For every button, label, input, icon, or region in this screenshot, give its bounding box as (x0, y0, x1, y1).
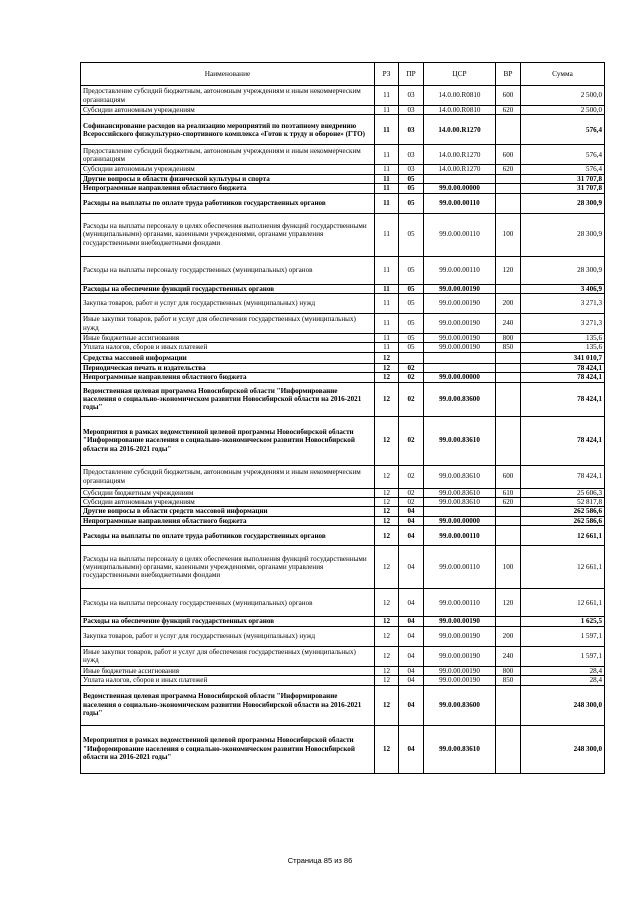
cell-pr: 04 (399, 617, 424, 626)
cell-csr: 14.0.00.R0810 (424, 86, 496, 106)
cell-vr (496, 617, 521, 626)
table-row (81, 314, 605, 334)
cell-name: Предоставление субсидий бюджетным, автономным учреждениям и иным некоммерческим организациям (81, 86, 375, 106)
header-name: Наименование (81, 63, 375, 86)
cell-vr: 800 (496, 334, 521, 343)
cell-pr: 04 (399, 546, 424, 589)
cell-vr: 240 (496, 646, 521, 666)
cell-rz: 11 (375, 256, 399, 284)
cell-name: Расходы на выплаты по оплате труда работников государственных органов (81, 526, 375, 546)
cell-vr: 620 (496, 498, 521, 507)
cell-rz: 12 (375, 589, 399, 617)
cell-rz: 11 (375, 174, 399, 183)
cell-name: Мероприятия в рамках ведомственной целевой программы Новосибирской области "Информирование населения о социально-экономическом развитии Новосибирской области на 2016-2021 годы" (81, 725, 375, 773)
cell-vr (496, 507, 521, 516)
cell-pr: 02 (399, 416, 424, 465)
cell-sum: 31 707,8 (521, 174, 605, 183)
cell-name: Непрограммные направления областного бюджета (81, 184, 375, 193)
cell-name: Другие вопросы в области средств массовой информации (81, 507, 375, 516)
table-row (81, 363, 605, 372)
cell-rz: 12 (375, 626, 399, 646)
cell-csr: 99.0.00.00110 (424, 193, 496, 213)
table-row (81, 617, 605, 626)
cell-pr: 02 (399, 373, 424, 382)
cell-pr: 05 (399, 174, 424, 183)
cell-rz: 12 (375, 546, 399, 589)
cell-sum: 3 271,3 (521, 314, 605, 334)
cell-vr: 620 (496, 106, 521, 115)
cell-csr: 99.0.00.00190 (424, 646, 496, 666)
cell-sum: 28 300,9 (521, 213, 605, 256)
cell-name: Расходы на обеспечение функций государственных органов (81, 617, 375, 626)
cell-name: Закупка товаров, работ и услуг для государственных (муниципальных) нужд (81, 294, 375, 314)
cell-pr: 04 (399, 685, 424, 725)
cell-pr: 04 (399, 626, 424, 646)
cell-name: Другие вопросы в области физической культуры и спорта (81, 174, 375, 183)
cell-sum: 248 300,0 (521, 685, 605, 725)
header-sum: Сумма (521, 63, 605, 86)
cell-pr: 03 (399, 115, 424, 145)
cell-sum: 1 597,1 (521, 646, 605, 666)
cell-vr (496, 416, 521, 465)
table-row (81, 213, 605, 256)
table-row (81, 666, 605, 675)
cell-csr: 99.0.00.00000 (424, 184, 496, 193)
cell-vr: 600 (496, 145, 521, 165)
cell-csr: 14.0.00.R1270 (424, 145, 496, 165)
cell-sum: 12 661,1 (521, 526, 605, 546)
cell-rz: 11 (375, 314, 399, 334)
cell-pr: 05 (399, 314, 424, 334)
cell-pr: 05 (399, 213, 424, 256)
cell-name: Ведомственная целевая программа Новосибирской области "Информирование населения о социально-экономическом развитии Новосибирской области на 2016-2021 годы" (81, 685, 375, 725)
cell-sum: 12 661,1 (521, 546, 605, 589)
cell-rz: 11 (375, 165, 399, 174)
cell-rz: 12 (375, 666, 399, 675)
cell-rz: 12 (375, 363, 399, 372)
cell-rz: 11 (375, 106, 399, 115)
cell-sum: 135,6 (521, 334, 605, 343)
budget-table (80, 62, 605, 774)
cell-rz: 12 (375, 382, 399, 416)
cell-vr: 200 (496, 626, 521, 646)
table-row (81, 589, 605, 617)
cell-rz: 11 (375, 86, 399, 106)
table-row (81, 416, 605, 465)
cell-csr: 99.0.00.00110 (424, 546, 496, 589)
cell-name: Уплата налогов, сборов и иных платежей (81, 676, 375, 685)
cell-pr: 05 (399, 334, 424, 343)
table-row (81, 725, 605, 773)
table-row (81, 106, 605, 115)
header-pr: ПР (399, 63, 424, 86)
cell-name: Уплата налогов, сборов и иных платежей (81, 343, 375, 352)
table-body (81, 86, 605, 774)
table-row (81, 516, 605, 525)
cell-csr: 99.0.00.00000 (424, 373, 496, 382)
cell-pr: 04 (399, 516, 424, 525)
cell-csr: 99.0.00.00110 (424, 213, 496, 256)
table-row (81, 465, 605, 488)
cell-csr (424, 352, 496, 363)
cell-csr: 99.0.00.00190 (424, 294, 496, 314)
cell-vr: 850 (496, 676, 521, 685)
table-row (81, 174, 605, 183)
cell-pr: 04 (399, 646, 424, 666)
cell-csr: 99.0.00.00190 (424, 666, 496, 675)
table-row (81, 488, 605, 497)
cell-vr: 600 (496, 465, 521, 488)
table-row (81, 498, 605, 507)
cell-csr: 14.0.00.R1270 (424, 115, 496, 145)
cell-name: Субсидии автономным учреждениям (81, 106, 375, 115)
cell-name: Средства массовой информации (81, 352, 375, 363)
cell-name: Расходы на выплаты персоналу государственных (муниципальных) органов (81, 256, 375, 284)
cell-rz: 12 (375, 676, 399, 685)
cell-name: Предоставление субсидий бюджетным, автономным учреждениям и иным некоммерческим организациям (81, 145, 375, 165)
cell-pr: 04 (399, 676, 424, 685)
cell-rz: 12 (375, 488, 399, 497)
cell-sum: 31 707,8 (521, 184, 605, 193)
cell-csr (424, 363, 496, 372)
cell-pr: 04 (399, 589, 424, 617)
cell-name: Иные бюджетные ассигнования (81, 334, 375, 343)
cell-name: Мероприятия в рамках ведомственной целевой программы Новосибирской области "Информирование населения о социально-экономическом развитии Новосибирской области на 2016-2021 годы" (81, 416, 375, 465)
cell-vr: 620 (496, 165, 521, 174)
cell-sum: 78 424,1 (521, 465, 605, 488)
cell-name: Непрограммные направления областного бюджета (81, 516, 375, 525)
cell-rz: 11 (375, 334, 399, 343)
cell-csr: 99.0.00.83610 (424, 465, 496, 488)
cell-csr: 99.0.00.00190 (424, 676, 496, 685)
cell-csr: 99.0.00.83600 (424, 685, 496, 725)
cell-vr: 120 (496, 256, 521, 284)
cell-csr: 99.0.00.00110 (424, 589, 496, 617)
cell-rz: 11 (375, 193, 399, 213)
cell-name: Софинансирование расходов на реализацию мероприятий по поэтапному внедрению Всероссийского физкультурно-спортивного комплекса «Готов к труду и обороне» (ГТО) (81, 115, 375, 145)
cell-sum: 1 625,5 (521, 617, 605, 626)
cell-vr: 800 (496, 666, 521, 675)
cell-sum: 576,4 (521, 115, 605, 145)
cell-vr: 200 (496, 294, 521, 314)
cell-csr: 99.0.00.00110 (424, 526, 496, 546)
cell-pr: 04 (399, 526, 424, 546)
cell-csr: 99.0.00.00190 (424, 617, 496, 626)
cell-pr: 02 (399, 363, 424, 372)
cell-csr: 99.0.00.83600 (424, 382, 496, 416)
cell-pr: 05 (399, 284, 424, 293)
cell-name: Расходы на выплаты по оплате труда работников государственных органов (81, 193, 375, 213)
cell-rz: 11 (375, 294, 399, 314)
cell-pr: 04 (399, 507, 424, 516)
cell-pr: 04 (399, 725, 424, 773)
cell-pr: 02 (399, 498, 424, 507)
cell-rz: 12 (375, 498, 399, 507)
cell-vr: 100 (496, 213, 521, 256)
header-rz: РЗ (375, 63, 399, 86)
cell-name: Расходы на обеспечение функций государственных органов (81, 284, 375, 293)
cell-vr (496, 284, 521, 293)
cell-vr (496, 685, 521, 725)
table-row (81, 343, 605, 352)
cell-rz: 11 (375, 343, 399, 352)
cell-rz: 12 (375, 526, 399, 546)
cell-vr (496, 516, 521, 525)
table-row (81, 507, 605, 516)
cell-name: Иные закупки товаров, работ и услуг для обеспечения государственных (муниципальных) нужд (81, 646, 375, 666)
cell-sum: 78 424,1 (521, 382, 605, 416)
table-row (81, 165, 605, 174)
cell-name: Периодическая печать и издательства (81, 363, 375, 372)
cell-rz: 12 (375, 465, 399, 488)
cell-vr (496, 382, 521, 416)
cell-csr (424, 507, 496, 516)
cell-name: Субсидии бюджетным учреждениям (81, 488, 375, 497)
cell-pr: 03 (399, 165, 424, 174)
cell-sum: 78 424,1 (521, 416, 605, 465)
cell-sum: 52 817,8 (521, 498, 605, 507)
cell-sum: 1 597,1 (521, 626, 605, 646)
table-row (81, 284, 605, 293)
cell-sum: 3 406,9 (521, 284, 605, 293)
cell-csr: 99.0.00.83610 (424, 416, 496, 465)
table-row (81, 294, 605, 314)
cell-pr: 05 (399, 343, 424, 352)
cell-name: Иные закупки товаров, работ и услуг для обеспечения государственных (муниципальных) нужд (81, 314, 375, 334)
table-row (81, 184, 605, 193)
cell-sum: 262 586,6 (521, 507, 605, 516)
cell-vr: 120 (496, 589, 521, 617)
cell-pr: 05 (399, 256, 424, 284)
cell-rz: 12 (375, 507, 399, 516)
cell-pr (399, 352, 424, 363)
cell-name: Непрограммные направления областного бюджета (81, 373, 375, 382)
cell-csr: 99.0.00.83610 (424, 488, 496, 497)
cell-rz: 11 (375, 115, 399, 145)
cell-csr: 99.0.00.00190 (424, 314, 496, 334)
cell-rz: 12 (375, 416, 399, 465)
cell-rz: 12 (375, 685, 399, 725)
cell-vr: 100 (496, 546, 521, 589)
table-row (81, 546, 605, 589)
table-row (81, 115, 605, 145)
cell-sum: 12 661,1 (521, 589, 605, 617)
cell-vr (496, 352, 521, 363)
cell-vr (496, 725, 521, 773)
cell-sum: 576,4 (521, 145, 605, 165)
cell-name: Субсидии автономным учреждениям (81, 165, 375, 174)
cell-sum: 78 424,1 (521, 363, 605, 372)
cell-vr (496, 184, 521, 193)
cell-name: Иные бюджетные ассигнования (81, 666, 375, 675)
cell-pr: 02 (399, 382, 424, 416)
table-row (81, 86, 605, 106)
cell-sum: 28 300,9 (521, 256, 605, 284)
cell-csr: 99.0.00.83610 (424, 725, 496, 773)
cell-name: Расходы на выплаты персоналу в целях обеспечения выполнения функций государственными (муниципальными) органами, казенными учреждениями, органами управления государственными внебюджетными фондами (81, 546, 375, 589)
cell-vr (496, 373, 521, 382)
cell-rz: 12 (375, 617, 399, 626)
cell-csr: 14.0.00.R0810 (424, 106, 496, 115)
cell-sum: 28,4 (521, 666, 605, 675)
cell-sum: 341 010,7 (521, 352, 605, 363)
cell-sum: 28 300,9 (521, 193, 605, 213)
table-header-row (81, 63, 605, 86)
cell-pr: 05 (399, 184, 424, 193)
table-row (81, 193, 605, 213)
cell-rz: 11 (375, 184, 399, 193)
cell-csr: 99.0.00.00190 (424, 284, 496, 293)
cell-rz: 12 (375, 373, 399, 382)
cell-pr: 05 (399, 193, 424, 213)
cell-rz: 11 (375, 145, 399, 165)
cell-sum: 2 500,0 (521, 86, 605, 106)
cell-name: Закупка товаров, работ и услуг для государственных (муниципальных) нужд (81, 626, 375, 646)
cell-pr: 02 (399, 465, 424, 488)
cell-sum: 28,4 (521, 676, 605, 685)
cell-sum: 3 271,3 (521, 294, 605, 314)
cell-rz: 12 (375, 646, 399, 666)
cell-sum: 25 606,3 (521, 488, 605, 497)
cell-pr: 04 (399, 666, 424, 675)
cell-csr: 99.0.00.00190 (424, 334, 496, 343)
cell-csr (424, 174, 496, 183)
table-row (81, 352, 605, 363)
cell-name: Ведомственная целевая программа Новосибирской области "Информирование населения о социально-экономическом развитии Новосибирской области на 2016-2021 годы" (81, 382, 375, 416)
cell-sum: 2 500,0 (521, 106, 605, 115)
cell-vr: 600 (496, 86, 521, 106)
cell-sum: 135,6 (521, 343, 605, 352)
cell-pr: 02 (399, 488, 424, 497)
cell-pr: 03 (399, 86, 424, 106)
table-row (81, 646, 605, 666)
header-vr: ВР (496, 63, 521, 86)
cell-pr: 05 (399, 294, 424, 314)
cell-vr (496, 174, 521, 183)
cell-csr: 99.0.00.00000 (424, 516, 496, 525)
cell-csr: 14.0.00.R1270 (424, 165, 496, 174)
page-number: Страница 85 из 86 (287, 856, 353, 865)
cell-csr: 99.0.00.00190 (424, 343, 496, 352)
cell-csr: 99.0.00.83610 (424, 498, 496, 507)
table-row (81, 373, 605, 382)
cell-name: Предоставление субсидий бюджетным, автономным учреждениям и иным некоммерческим организациям (81, 465, 375, 488)
cell-rz: 12 (375, 725, 399, 773)
cell-rz: 12 (375, 352, 399, 363)
cell-rz: 11 (375, 213, 399, 256)
cell-csr: 99.0.00.00190 (424, 626, 496, 646)
cell-sum: 248 300,0 (521, 725, 605, 773)
table-row (81, 626, 605, 646)
cell-vr: 850 (496, 343, 521, 352)
cell-vr (496, 193, 521, 213)
cell-vr: 610 (496, 488, 521, 497)
cell-csr: 99.0.00.00110 (424, 256, 496, 284)
table-row (81, 334, 605, 343)
cell-vr (496, 363, 521, 372)
cell-vr: 240 (496, 314, 521, 334)
table-row (81, 145, 605, 165)
cell-vr (496, 115, 521, 145)
cell-rz: 11 (375, 284, 399, 293)
cell-sum: 78 424,1 (521, 373, 605, 382)
table-row (81, 256, 605, 284)
cell-name: Субсидии автономным учреждениям (81, 498, 375, 507)
table-row (81, 382, 605, 416)
cell-pr: 03 (399, 106, 424, 115)
cell-name: Расходы на выплаты персоналу государственных (муниципальных) органов (81, 589, 375, 617)
table-row (81, 685, 605, 725)
cell-sum: 262 586,6 (521, 516, 605, 525)
cell-sum: 576,4 (521, 165, 605, 174)
table-row (81, 676, 605, 685)
table-row (81, 526, 605, 546)
cell-rz: 12 (375, 516, 399, 525)
cell-pr: 03 (399, 145, 424, 165)
cell-name: Расходы на выплаты персоналу в целях обеспечения выполнения функций государственными (муниципальными) органами, казенными учреждениями, органами управления государственными внебюджетными фондами (81, 213, 375, 256)
header-csr: ЦСР (424, 63, 496, 86)
cell-vr (496, 526, 521, 546)
